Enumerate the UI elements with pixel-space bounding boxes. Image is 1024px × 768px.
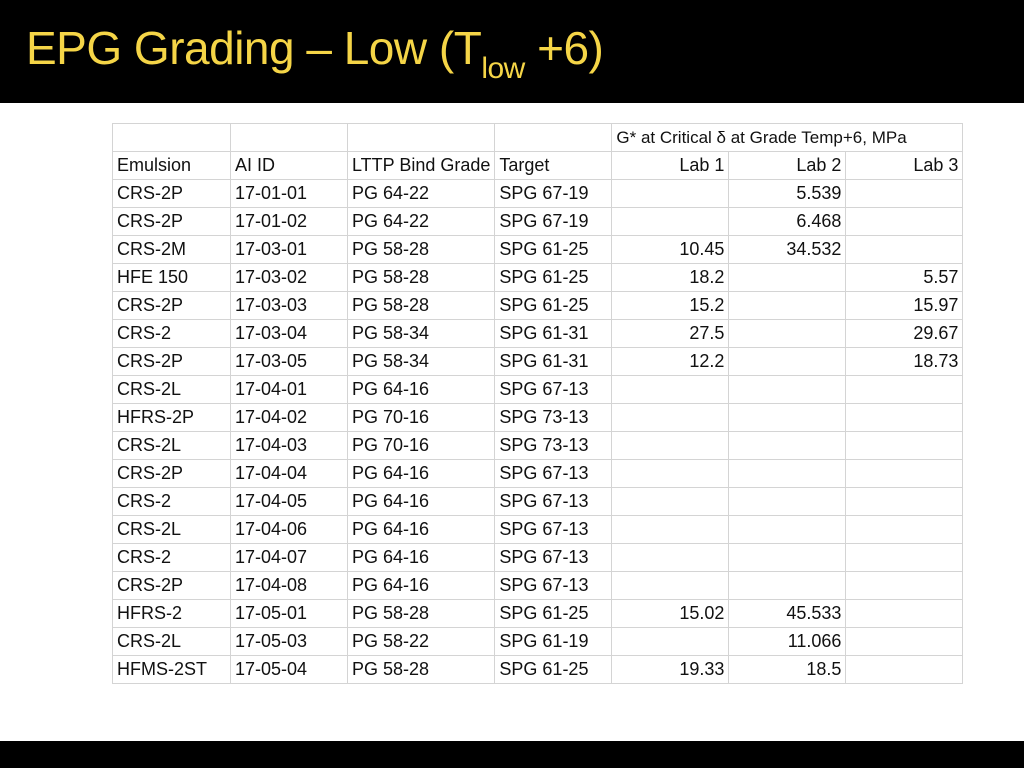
column-header-emulsion: Emulsion [113,152,231,180]
cell-lab-3 [846,600,963,628]
cell-target: SPG 61-19 [495,628,612,656]
cell-ai-id: 17-04-08 [231,572,348,600]
table-row [113,656,963,684]
cell-emulsion: CRS-2P [113,208,231,236]
cell-target: SPG 61-25 [495,236,612,264]
cell-lab-2 [729,264,846,292]
table-row [113,320,963,348]
column-header-lttp-bind-grade: LTTP Bind Grade [348,152,495,180]
cell-lab-2 [729,516,846,544]
cell-bind-grade: PG 64-22 [348,180,495,208]
bottom-bar [0,741,1024,768]
cell-target: SPG 61-25 [495,600,612,628]
cell-ai-id: 17-04-06 [231,516,348,544]
cell-lab-3 [846,236,963,264]
table-row [113,544,963,572]
cell-ai-id: 17-03-04 [231,320,348,348]
cell-ai-id: 17-04-01 [231,376,348,404]
table-row [113,180,963,208]
cell-bind-grade: PG 64-16 [348,376,495,404]
cell-lab-2: 11.066 [729,628,846,656]
cell-ai-id: 17-03-05 [231,348,348,376]
table-row [113,208,963,236]
cell-ai-id: 17-04-04 [231,460,348,488]
cell-target: SPG 73-13 [495,404,612,432]
column-header-lab-3: Lab 3 [846,152,963,180]
cell-emulsion: CRS-2L [113,432,231,460]
table-row [113,292,963,320]
cell-emulsion: CRS-2 [113,488,231,516]
cell-lab-3: 29.67 [846,320,963,348]
cell-lab-2: 18.5 [729,656,846,684]
cell-lab-3 [846,572,963,600]
grading-table [112,123,963,684]
cell-bind-grade: PG 70-16 [348,404,495,432]
cell-lab-3 [846,208,963,236]
cell-target: SPG 61-25 [495,264,612,292]
cell-target: SPG 67-13 [495,460,612,488]
cell-lab-1 [612,628,729,656]
cell-bind-grade: PG 58-22 [348,628,495,656]
title-subscript: low [481,52,525,85]
cell-ai-id: 17-04-07 [231,544,348,572]
cell-target: SPG 67-13 [495,544,612,572]
title-bar [0,0,1024,103]
cell-ai-id: 17-03-03 [231,292,348,320]
header-blank-cell [113,124,231,152]
cell-lab-2: 5.539 [729,180,846,208]
cell-lab-1 [612,376,729,404]
cell-lab-1 [612,460,729,488]
cell-lab-1: 15.2 [612,292,729,320]
table-row [113,488,963,516]
cell-target: SPG 67-19 [495,180,612,208]
cell-emulsion: HFRS-2P [113,404,231,432]
header-blank-cell [495,124,612,152]
cell-emulsion: HFRS-2 [113,600,231,628]
cell-lab-1 [612,208,729,236]
column-header-lab-2: Lab 2 [729,152,846,180]
cell-lab-1 [612,404,729,432]
cell-lab-3 [846,544,963,572]
column-header-lab-1: Lab 1 [612,152,729,180]
cell-lab-1: 19.33 [612,656,729,684]
cell-lab-2: 34.532 [729,236,846,264]
cell-bind-grade: PG 64-16 [348,460,495,488]
cell-bind-grade: PG 58-34 [348,320,495,348]
cell-target: SPG 61-31 [495,320,612,348]
cell-emulsion: CRS-2P [113,180,231,208]
cell-lab-3 [846,460,963,488]
cell-emulsion: CRS-2L [113,628,231,656]
cell-target: SPG 67-13 [495,572,612,600]
cell-lab-3 [846,516,963,544]
cell-lab-2 [729,460,846,488]
cell-lab-2 [729,488,846,516]
group-header: G* at Critical δ at Grade Temp+6, MPa [612,124,963,152]
cell-ai-id: 17-03-02 [231,264,348,292]
cell-ai-id: 17-04-05 [231,488,348,516]
cell-lab-3 [846,656,963,684]
cell-emulsion: CRS-2L [113,516,231,544]
table-row [113,348,963,376]
table-row [113,460,963,488]
cell-lab-2 [729,320,846,348]
cell-emulsion: CRS-2P [113,460,231,488]
cell-bind-grade: PG 58-28 [348,656,495,684]
cell-lab-3 [846,628,963,656]
group-header-row [113,124,963,152]
column-header-target: Target [495,152,612,180]
cell-lab-1: 27.5 [612,320,729,348]
cell-ai-id: 17-05-03 [231,628,348,656]
cell-lab-1 [612,488,729,516]
table-row [113,264,963,292]
cell-lab-2 [729,432,846,460]
cell-bind-grade: PG 64-16 [348,544,495,572]
cell-ai-id: 17-05-04 [231,656,348,684]
table-row [113,236,963,264]
cell-ai-id: 17-05-01 [231,600,348,628]
cell-lab-2: 45.533 [729,600,846,628]
table-row [113,516,963,544]
column-header-ai-id: AI ID [231,152,348,180]
cell-lab-2 [729,544,846,572]
cell-bind-grade: PG 58-28 [348,600,495,628]
table-row [113,376,963,404]
cell-lab-3 [846,432,963,460]
cell-lab-2 [729,292,846,320]
cell-ai-id: 17-01-02 [231,208,348,236]
cell-target: SPG 67-19 [495,208,612,236]
cell-lab-2 [729,348,846,376]
cell-target: SPG 67-13 [495,488,612,516]
cell-ai-id: 17-04-03 [231,432,348,460]
cell-lab-1: 15.02 [612,600,729,628]
cell-bind-grade: PG 64-16 [348,572,495,600]
cell-lab-3 [846,180,963,208]
cell-lab-1: 10.45 [612,236,729,264]
cell-emulsion: CRS-2 [113,544,231,572]
cell-lab-3 [846,488,963,516]
cell-lab-3: 18.73 [846,348,963,376]
cell-bind-grade: PG 58-28 [348,236,495,264]
cell-target: SPG 61-31 [495,348,612,376]
table-row [113,404,963,432]
cell-ai-id: 17-04-02 [231,404,348,432]
cell-target: SPG 73-13 [495,432,612,460]
cell-emulsion: HFMS-2ST [113,656,231,684]
cell-lab-2 [729,572,846,600]
cell-lab-2 [729,404,846,432]
cell-lab-1 [612,572,729,600]
column-header-row [113,152,963,180]
cell-emulsion: CRS-2P [113,292,231,320]
cell-emulsion: CRS-2L [113,376,231,404]
cell-target: SPG 67-13 [495,376,612,404]
header-blank-cell [348,124,495,152]
cell-emulsion: CRS-2 [113,320,231,348]
cell-emulsion: HFE 150 [113,264,231,292]
cell-ai-id: 17-03-01 [231,236,348,264]
cell-lab-1 [612,544,729,572]
title-main: EPG Grading – Low (T [26,22,482,74]
cell-lab-3: 15.97 [846,292,963,320]
cell-bind-grade: PG 58-34 [348,348,495,376]
cell-target: SPG 61-25 [495,292,612,320]
cell-lab-3 [846,404,963,432]
cell-lab-1 [612,432,729,460]
header-blank-cell [231,124,348,152]
cell-lab-1 [612,516,729,544]
cell-bind-grade: PG 64-16 [348,516,495,544]
cell-lab-2: 6.468 [729,208,846,236]
cell-lab-1: 12.2 [612,348,729,376]
table-row [113,432,963,460]
cell-emulsion: CRS-2P [113,572,231,600]
cell-bind-grade: PG 64-22 [348,208,495,236]
cell-bind-grade: PG 58-28 [348,292,495,320]
cell-target: SPG 67-13 [495,516,612,544]
cell-emulsion: CRS-2P [113,348,231,376]
cell-bind-grade: PG 58-28 [348,264,495,292]
cell-bind-grade: PG 64-16 [348,488,495,516]
table-row [113,572,963,600]
cell-ai-id: 17-01-01 [231,180,348,208]
cell-lab-2 [729,376,846,404]
cell-lab-3: 5.57 [846,264,963,292]
title-suffix: +6) [524,22,604,74]
cell-target: SPG 61-25 [495,656,612,684]
cell-lab-1 [612,180,729,208]
cell-bind-grade: PG 70-16 [348,432,495,460]
cell-emulsion: CRS-2M [113,236,231,264]
table-row [113,600,963,628]
cell-lab-1: 18.2 [612,264,729,292]
table-row [113,628,963,656]
cell-lab-3 [846,376,963,404]
slide-title [26,18,604,85]
